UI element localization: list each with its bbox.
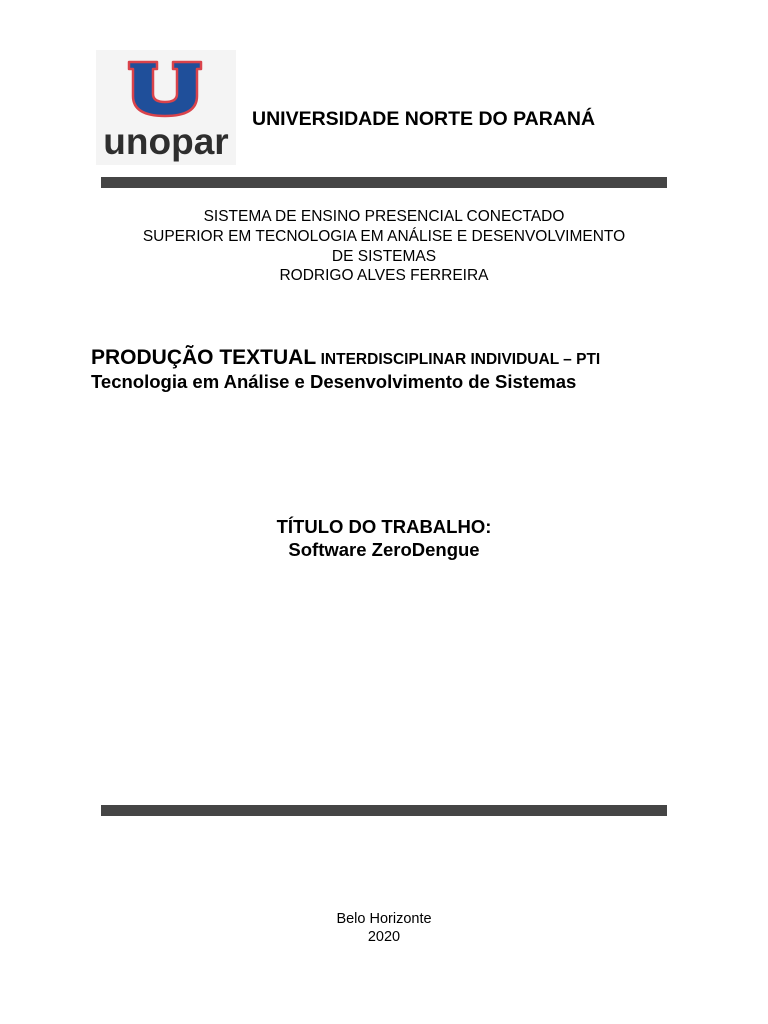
work-title-label: TÍTULO DO TRABALHO: bbox=[276, 516, 492, 537]
production-sub: INTERDISCIPLINAR INDIVIDUAL – PTI bbox=[320, 351, 601, 368]
work-title-block bbox=[0, 515, 768, 561]
city: Belo Horizonte bbox=[336, 911, 432, 927]
system-line: SUPERIOR EM TECNOLOGIA EM ANÁLISE E DESENVOLVIMENTO bbox=[142, 227, 626, 245]
bottom-divider-bar bbox=[101, 805, 667, 816]
work-title: Software ZeroDengue bbox=[288, 539, 480, 560]
year: 2020 bbox=[367, 929, 401, 945]
course-name: Tecnologia em Análise e Desenvolvimento de Sistemas bbox=[91, 371, 577, 392]
footer bbox=[0, 910, 768, 946]
unopar-logo bbox=[96, 50, 236, 165]
system-line: DE SISTEMAS bbox=[331, 247, 437, 265]
system-line: SISTEMA DE ENSINO PRESENCIAL CONECTADO bbox=[203, 208, 565, 225]
university-name: UNIVERSIDADE NORTE DO PARANÁ bbox=[252, 108, 596, 130]
production-main: PRODUÇÃO TEXTUAL bbox=[91, 346, 317, 369]
author-name: RODRIGO ALVES FERREIRA bbox=[279, 267, 489, 285]
top-divider-bar bbox=[101, 177, 667, 188]
svg-text:unopar: unopar bbox=[103, 121, 229, 162]
system-info bbox=[0, 207, 768, 286]
production-heading bbox=[91, 346, 600, 370]
